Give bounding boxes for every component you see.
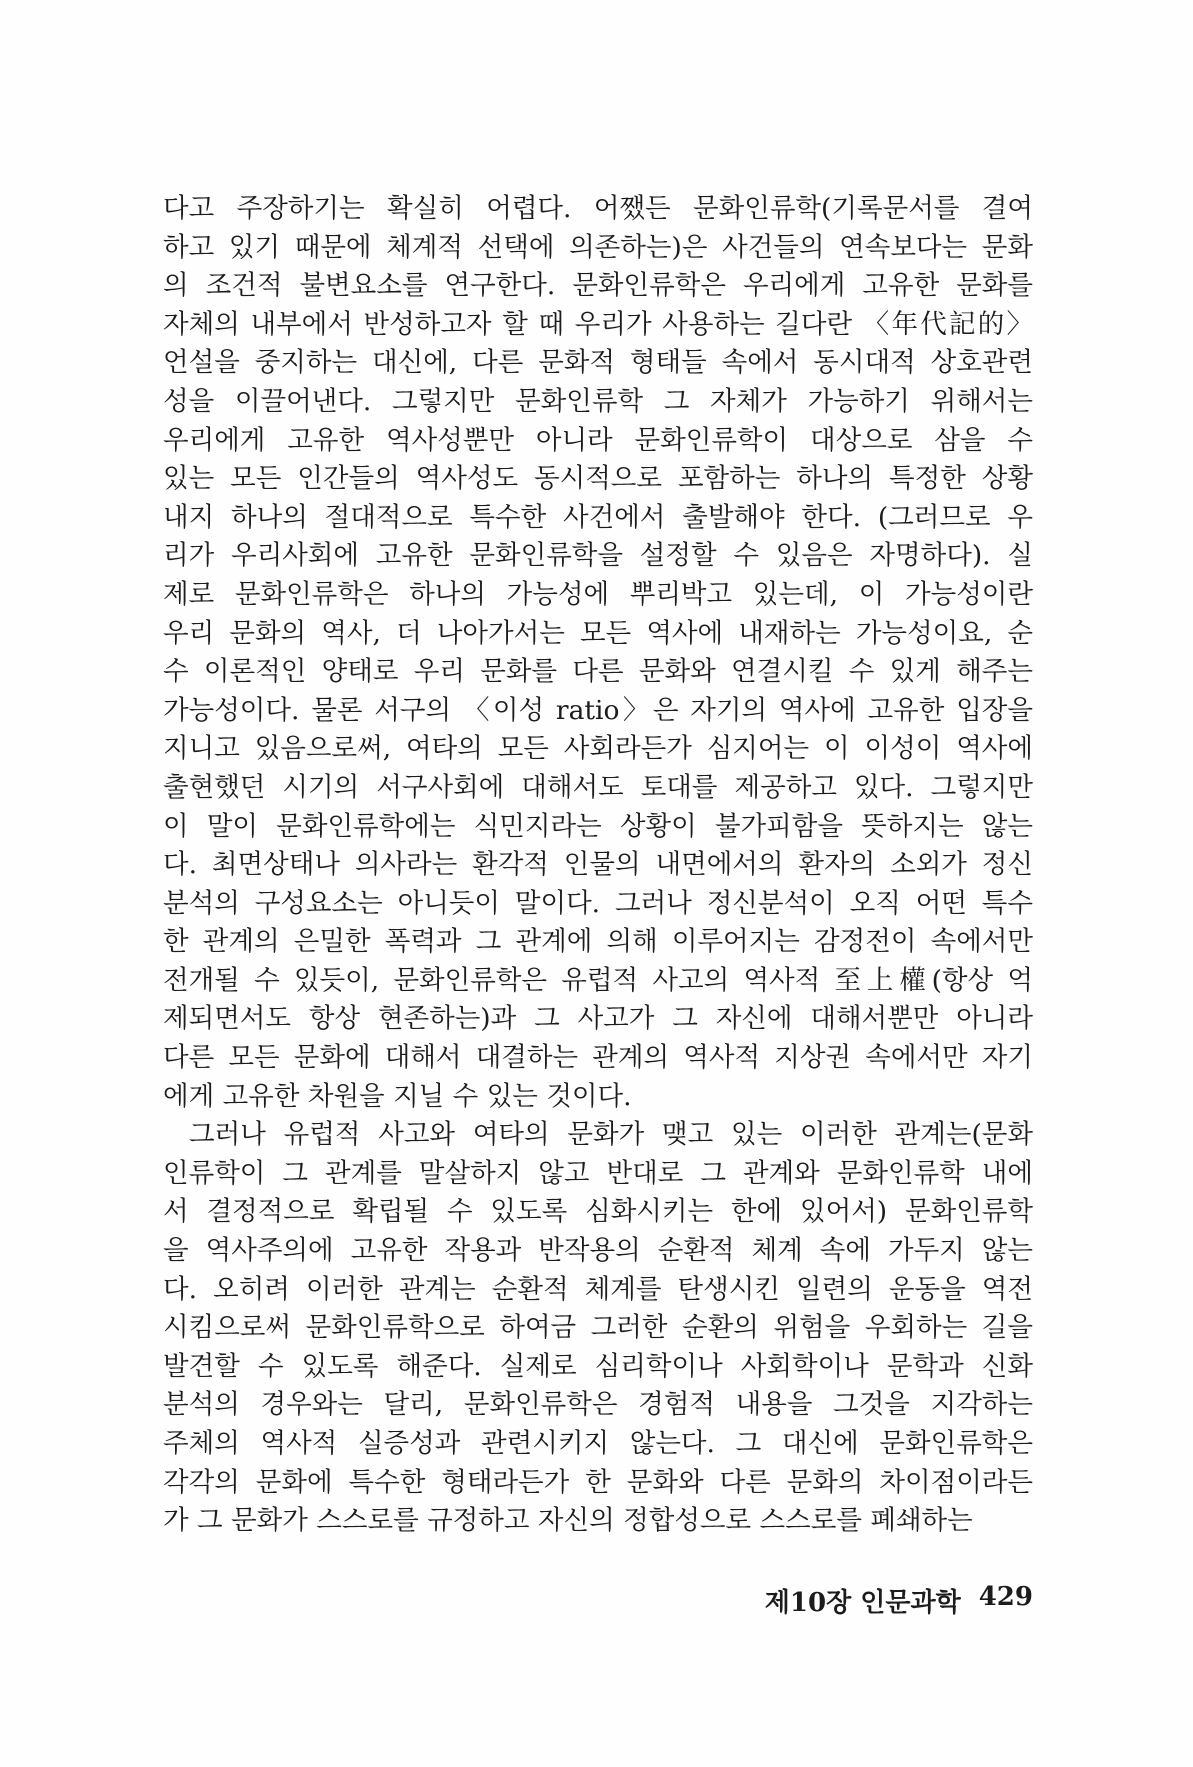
text-line: 서 결정적으로 확립될 수 있도록 심화시키는 한에 있어서) 문화인류학 — [163, 1196, 1033, 1228]
text-line: 다. 오히려 이러한 관계는 순환적 체계를 탄생시킨 일련의 운동을 역전 — [163, 1273, 1033, 1305]
paragraph-2 — [163, 1116, 1033, 1541]
paragraph-1 — [163, 190, 1033, 1116]
text-line: 우리에게 고유한 역사성뿐만 아니라 문화인류학이 대상으로 삼을 수 — [163, 424, 1033, 456]
text-line: 인류학이 그 관계를 말살하지 않고 반대로 그 관계와 문화인류학 내에 — [163, 1157, 1033, 1189]
text-line: 하고 있기 때문에 체계적 선택에 의존하는)은 사건들의 연속보다는 문화 — [163, 231, 1033, 263]
text-line: 가 그 문화가 스스로를 규정하고 자신의 정합성으로 스스로를 폐쇄하는 — [163, 1505, 973, 1537]
text-line: 분석의 구성요소는 아니듯이 말이다. 그러나 정신분석이 오직 어떤 특수 — [163, 887, 1033, 919]
body-text — [163, 190, 1033, 1541]
text-line: 발견할 수 있도록 해준다. 실제로 심리학이나 사회학이나 문학과 신화 — [163, 1350, 1033, 1382]
text-line: 성을 이끌어낸다. 그렇지만 문화인류학 그 자체가 가능하기 위해서는 — [163, 385, 1033, 417]
text-line: 한 관계의 은밀한 폭력과 그 관계에 의해 이루어지는 감정전이 속에서만 — [163, 926, 1033, 958]
text-line: 수 이론적인 양태로 우리 문화를 다른 문화와 연결시킬 수 있게 해주는 — [163, 656, 1033, 688]
text-line: 있는 모든 인간들의 역사성도 동시적으로 포함하는 하나의 특정한 상황 — [163, 463, 1033, 495]
page-footer — [740, 1582, 1033, 1619]
page-number: 429 — [978, 1582, 1033, 1612]
text-line: 우리 문화의 역사, 더 나아가서는 모든 역사에 내재하는 가능성이요, 순 — [163, 617, 1033, 649]
text-line: 을 역사주의에 고유한 작용과 반작용의 순환적 체계 속에 가두지 않는 — [163, 1235, 1033, 1267]
text-line: 언설을 중지하는 대신에, 다른 문화적 형태들 속에서 동시대적 상호관련 — [163, 347, 1033, 379]
text-line: 분석의 경우와는 달리, 문화인류학은 경험적 내용을 그것을 지각하는 — [163, 1389, 1033, 1421]
text-line: 이 말이 문화인류학에는 식민지라는 상황이 불가피함을 뜻하지는 않는 — [163, 810, 1033, 842]
text-line: 의 조건적 불변요소를 연구한다. 문화인류학은 우리에게 고유한 문화를 — [163, 270, 1033, 302]
text-line: 전개될 수 있듯이, 문화인류학은 유럽적 사고의 역사적 至上權(항상 억 — [163, 964, 1033, 996]
text-line: 리가 우리사회에 고유한 문화인류학을 설정할 수 있음은 자명하다). 실 — [163, 540, 1033, 572]
text-line: 각각의 문화에 특수한 형태라든가 한 문화와 다른 문화의 차이점이라든 — [163, 1466, 1033, 1498]
text-line: 주체의 역사적 실증성과 관련시키지 않는다. 그 대신에 문화인류학은 — [163, 1428, 1033, 1459]
text-line: 제로 문화인류학은 하나의 가능성에 뿌리박고 있는데, 이 가능성이란 — [163, 578, 1033, 610]
text-line: 내지 하나의 절대적으로 특수한 사건에서 출발해야 한다. (그러므로 우 — [163, 501, 1033, 533]
text-line: 다른 모든 문화에 대해서 대결하는 관계의 역사적 지상권 속에서만 자기 — [163, 1042, 1033, 1074]
text-line: 다고 주장하기는 확실히 어렵다. 어쨌든 문화인류학(기록문서를 결여 — [163, 193, 1033, 224]
text-line: 자체의 내부에서 반성하고자 할 때 우리가 사용하는 길다란 〈年代記的〉 — [163, 308, 1033, 340]
text-line: 지니고 있음으로써, 여타의 모든 사회라든가 심지어는 이 이성이 역사에 — [163, 733, 1033, 765]
text-line: 출현했던 시기의 서구사회에 대해서도 토대를 제공하고 있다. 그렇지만 — [163, 771, 1033, 803]
text-line: 시킴으로써 문화인류학으로 하여금 그러한 순환의 위험을 우회하는 길을 — [163, 1312, 1033, 1344]
text-line: 에게 고유한 차원을 지닐 수 있는 것이다. — [163, 1080, 632, 1112]
text-line: 제되면서도 항상 현존하는)과 그 사고가 그 자신에 대해서뿐만 아니라 — [163, 1003, 1033, 1035]
text-line: 가능성이다. 물론 서구의 〈이성 ratio〉은 자기의 역사에 고유한 입장을 — [163, 694, 1033, 726]
text-line: 다. 최면상태나 의사라는 환각적 인물의 내면에서의 환자의 소외가 정신 — [163, 849, 1033, 881]
running-footer-chapter: 제10장 인문과학 — [764, 1588, 961, 1618]
text-line: 그러나 유럽적 사고와 여타의 문화가 맺고 있는 이러한 관계는(문화 — [189, 1119, 1033, 1151]
